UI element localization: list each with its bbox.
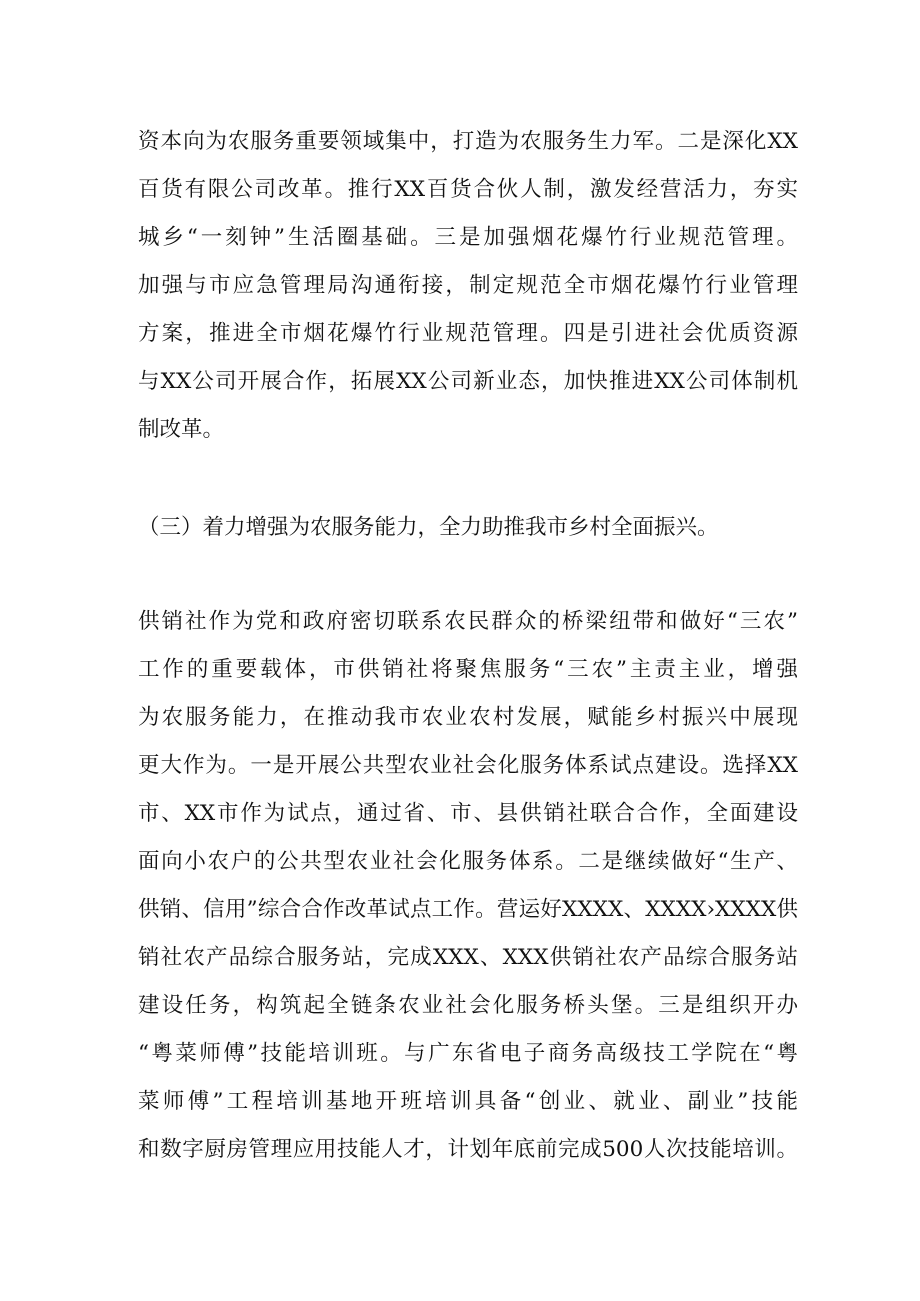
paragraph-line: 销社农产品综合服务站，完成XXX、XXX供销社农产品综合服务站 (138, 945, 798, 970)
paragraph-line: 供销、信用”综合合作改革试点工作。营运好XXXX、XXXX›XXXX供 (138, 897, 798, 922)
section-heading-text: （三）着力增强为农服务能力，全力助推我市乡村全面振兴。 (138, 515, 719, 540)
paragraph-line: 百货有限公司改革。推行XX百货合伙人制，激发经营活力，夯实 (138, 177, 798, 202)
body-paragraph-2 (138, 598, 798, 1174)
paragraph-line: 与XX公司开展合作，拓展XX公司新业态，加快推进XX公司体制机 (138, 369, 798, 394)
paragraph-line: 面向小农户的公共型农业社会化服务体系。二是继续做好“生产、 (138, 849, 798, 874)
paragraph-line: 和数字厨房管理应用技能人才，计划年底前完成500人次技能培训。 (138, 1137, 798, 1162)
paragraph-line: 资本向为农服务重要领域集中，打造为农服务生力军。二是深化XX (138, 129, 798, 154)
paragraph-line: 方案，推进全市烟花爆竹行业规范管理。四是引进社会优质资源 (138, 321, 798, 346)
paragraph-line: 菜师傅”工程培训基地开班培训具备“创业、就业、副业”技能 (138, 1089, 798, 1114)
paragraph-line: 城乡“一刻钟”生活圈基础。三是加强烟花爆竹行业规范管理。 (138, 225, 798, 250)
paragraph-line: “粤菜师傅”技能培训班。与广东省电子商务高级技工学院在“粤 (138, 1041, 798, 1066)
paragraph-line: 加强与市应急管理局沟通衔接，制定规范全市烟花爆竹行业管理 (138, 273, 798, 298)
paragraph-line: 建设任务，构筑起全链条农业社会化服务桥头堡。三是组织开办 (138, 993, 798, 1018)
paragraph-line: 更大作为。一是开展公共型农业社会化服务体系试点建设。选择XX (138, 753, 798, 778)
paragraph-line: 工作的重要载体，市供销社将聚焦服务“三农”主责主业，增强 (138, 657, 798, 682)
paragraph-line: 制改革。 (138, 417, 225, 442)
paragraph-line: 市、XX市作为试点，通过省、市、县供销社联合合作，全面建设 (138, 801, 798, 826)
paragraph-line: 为农服务能力，在推动我市农业农村发展，赋能乡村振兴中展现 (138, 705, 798, 730)
section-heading (138, 504, 798, 552)
body-paragraph-1 (138, 118, 798, 454)
paragraph-line: 供销社作为党和政府密切联系农民群众的桥梁纽带和做好“三农” (138, 609, 798, 634)
